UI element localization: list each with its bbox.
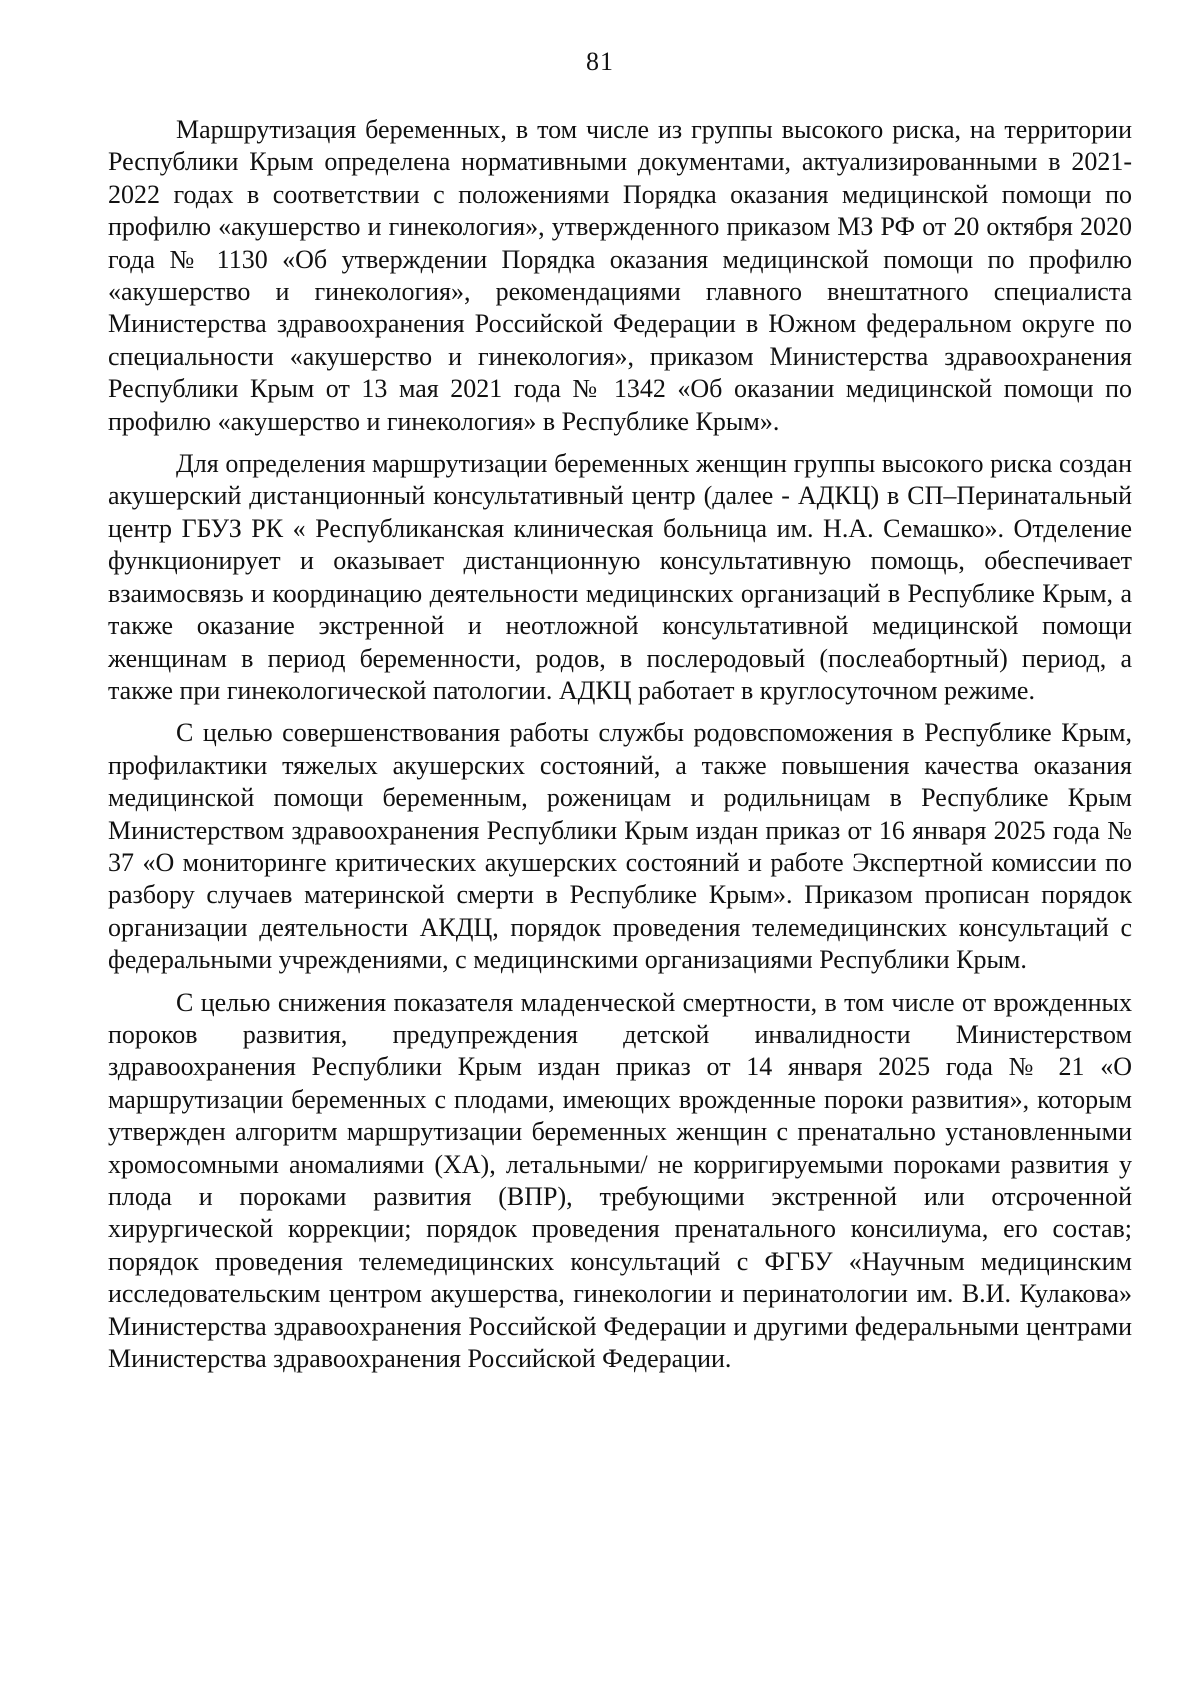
document-body	[108, 114, 1132, 1375]
paragraph-obstetric-service-order: С целью совершенствования работы службы родовспоможения в Республике Крым, профилактики тяжелых акушерских состояний, а также повышения качества оказания медицинской помощи беременным, роженицам и родильницам в Республике Крым Министерством здравоохранения Республики Крым издан приказ от 16 января 2025 года № 37 «О мониторинге критических акушерских состояний и работе Экспертной комиссии по разбору случаев материнской смерти в Республике Крым». Приказом прописан порядок организации деятельности АКДЦ, порядок проведения телемедицинских консультаций с федеральными учреждениями, с медицинскими организациями Республики Крым.	[108, 718, 1132, 975]
paragraph-infant-mortality-order: С целью снижения показателя младенческой смертности, в том числе от врожденных пороков развития, предупреждения детской инвалидности Министерством здравоохранения Республики Крым издан приказ от 14 января 2025 года № 21 «О маршрутизации беременных с плодами, имеющих врожденные пороки развития», которым утвержден алгоритм маршрутизации беременных женщин с пренатально установленными хромосомными аномалиями (ХА), летальными/ не корригируемыми пороками развития у плода и пороками развития (ВПР), требующими экстренной или отсроченной хирургической коррекции; порядок проведения пренатального консилиума, его состав; порядок проведения телемедицинских консультаций с ФГБУ «Научным медицинским исследовательским центром акушерства, гинекологии и перинатологии им. В.И. Кулакова» Министерства здравоохранения Российской Федерации и другими федеральными центрами Министерства здравоохранения Российской Федерации.	[108, 987, 1132, 1374]
paragraph-remote-consultation-center: Для определения маршрутизации беременных женщин группы высокого риска создан акушерский дистанционный консультативный центр (далее - АДКЦ) в СП–Перинатальный центр ГБУЗ РК « Республиканская клиническая больница им. Н.А. Семашко». Отделение функционирует и оказывает дистанционную консультативную помощь, обеспечивает взаимосвязь и координацию деятельности медицинских организаций в Республике Крым, а также оказание экстренной и неотложной консультативной медицинской помощи женщинам в период беременности, родов, в послеродовый (послеабортный) период, а также при гинекологической патологии. АДКЦ работает в круглосуточном режиме.	[108, 449, 1132, 705]
paragraph-routing-of-pregnant-women: Маршрутизация беременных, в том числе из группы высокого риска, на территории Республики Крым определена нормативными документами, актуализированными в 2021-2022 годах в соответствии с положениями Порядка оказания медицинской помощи по профилю «акушерство и гинекология», утвержденного приказом МЗ РФ от 20 октября 2020 года № 1130 «Об утверждении Порядка оказания медицинской помощи по профилю «акушерство и гинекология», рекомендациями главного внештатного специалиста Министерства здравоохранения Российской Федерации в Южном федеральном округе по специальности «акушерство и гинекология», приказом Министерства здравоохранения Республики Крым от 13 мая 2021 года № 1342 «Об оказании медицинской помощи по профилю «акушерство и гинекология» в Республике Крым».	[108, 115, 1132, 436]
page-number: 81	[586, 47, 614, 76]
